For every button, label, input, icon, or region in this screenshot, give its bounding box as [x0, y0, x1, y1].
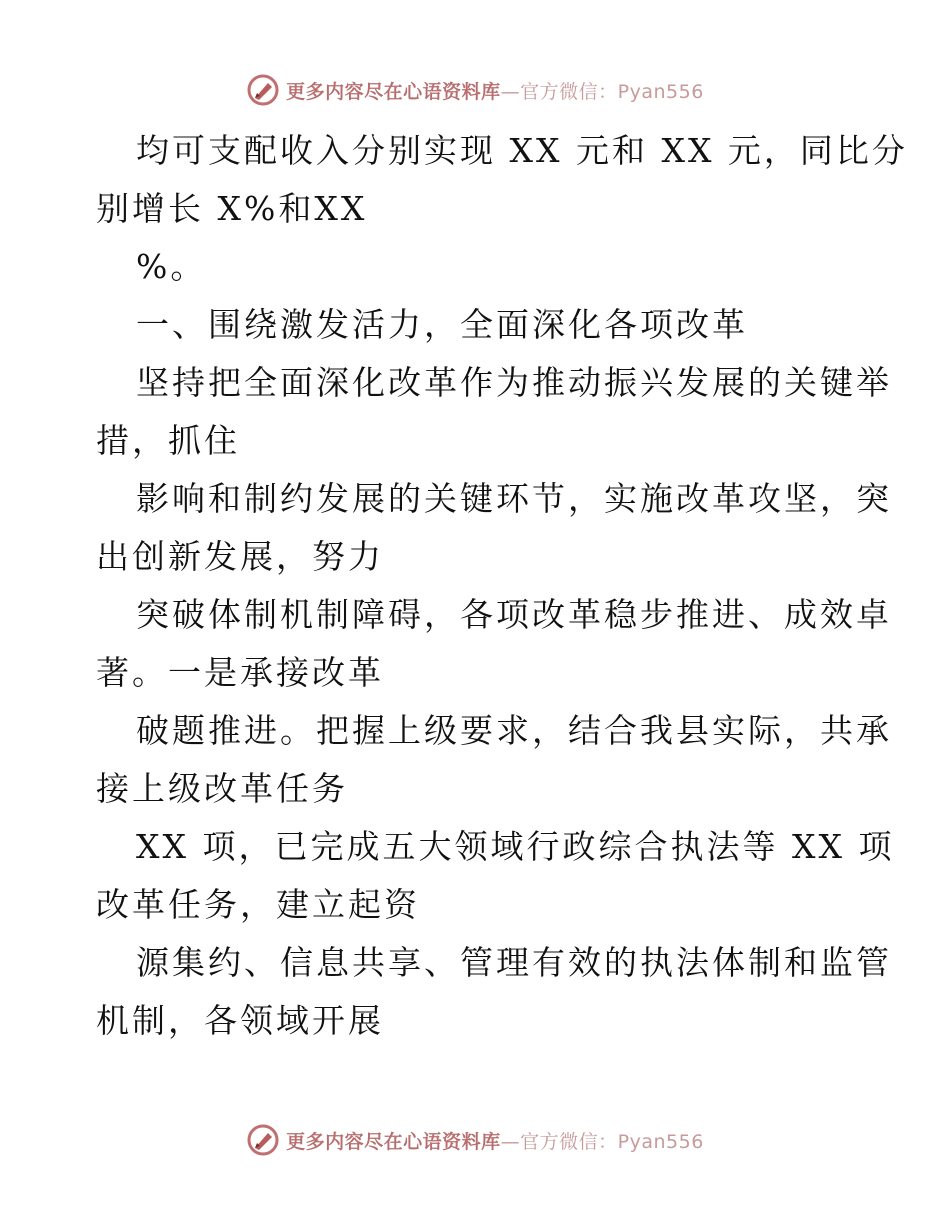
body-text-line: 别增长 X%和XX — [96, 189, 368, 228]
watermark-contact: —官方微信：Pyan556 — [500, 80, 704, 103]
body-text-line: 改革任务，建立起资 — [96, 885, 420, 924]
watermark-brand: 更多内容尽在心语资料库 — [286, 1130, 501, 1153]
body-text-line: 措，抓住 — [96, 421, 240, 460]
body-text-line: 一、围绕激发活力，全面深化各项改革 — [136, 305, 748, 344]
watermark-brand: 更多内容尽在心语资料库 — [286, 80, 501, 103]
pen-logo-icon — [246, 73, 280, 107]
body-text-line: 著。一是承接改革 — [96, 653, 384, 692]
watermark-banner-bottom — [0, 1120, 950, 1160]
body-text-line: 源集约、信息共享、管理有效的执法体制和监管 — [136, 943, 892, 982]
body-text-line: %。 — [136, 247, 207, 286]
watermark-contact: —官方微信：Pyan556 — [500, 1130, 704, 1153]
body-text-line: XX 项，已完成五大领域行政综合执法等 XX 项 — [136, 827, 895, 866]
body-text-line: 出创新发展，努力 — [96, 537, 384, 576]
body-text-line: 均可支配收入分别实现 XX 元和 XX 元，同比分 — [136, 131, 908, 170]
body-text-line: 破题推进。把握上级要求，结合我县实际，共承 — [136, 711, 892, 750]
document-body — [96, 122, 908, 1050]
pen-logo-icon — [246, 1123, 280, 1157]
body-text-line: 突破体制机制障碍，各项改革稳步推进、成效卓 — [136, 595, 892, 634]
watermark-banner-top — [0, 70, 950, 110]
body-text-line: 机制，各领域开展 — [96, 1001, 384, 1040]
body-text-line: 接上级改革任务 — [96, 769, 348, 808]
body-text-line: 影响和制约发展的关键环节，实施改革攻坚，突 — [136, 479, 892, 518]
body-text-line: 坚持把全面深化改革作为推动振兴发展的关键举 — [136, 363, 892, 402]
